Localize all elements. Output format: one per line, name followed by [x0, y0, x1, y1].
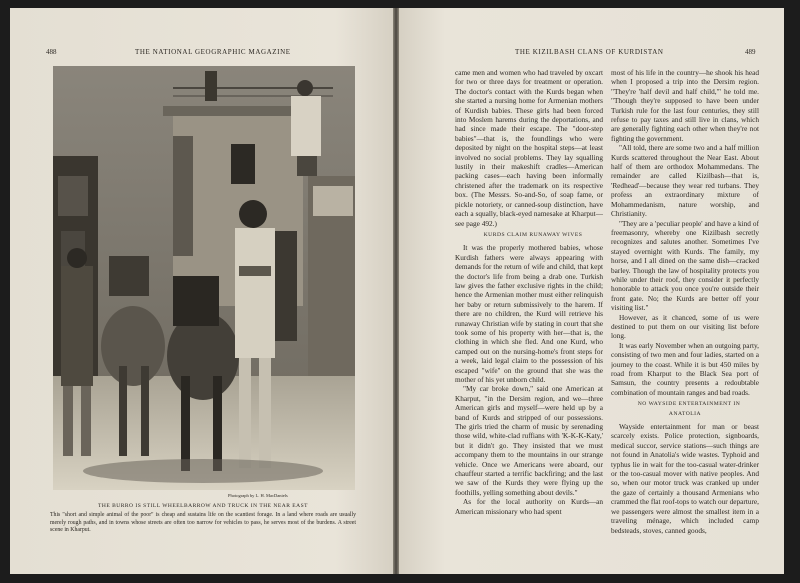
paragraph: It was early November when an outgoing party, consisting of two men and four ladies, started on a journey to the coast. While it is but 450 miles by road from Kharput to the Black Sea port of Samsun, the country presents a redoubtable combination of mountain ranges and bad roads.	[611, 340, 759, 397]
right-page	[399, 8, 784, 574]
page-number-right: 489	[745, 48, 756, 56]
paragraph: However, as it chanced, some of us were destined to put them on our visiting list before long.	[611, 312, 759, 341]
paragraph: Wayside entertainment for man or beast scarcely exists. Police protection, signboards, medical succor, service stations—such things are not found in Anatolia's wide wastes. Typhoid and typhus lie in wait for the too-casual water-drinker or the too-casual mover with native peoples. And so, when our motor truck was cranked up under the gaze of certainly a thousand Armenians who crammed the flat roof-tops to watch our departure, we passengers were almost the smallest item in a traveling ménage, which included camp bedsteads, stoves, canned goods,	[611, 422, 759, 535]
page-number-left: 488	[46, 48, 57, 56]
subhead-runaway-wives: KURDS CLAIM RUNAWAY WIVES	[483, 231, 583, 238]
left-page	[10, 8, 393, 574]
street-photo	[53, 66, 355, 490]
paragraph: most of his life in the country—he shook his head when I proposed a trip into the Dersim region. "They're 'half devil and half child,'" he told me. "Though they're supposed to have been under Turkish rule for the last four centuries, they still refuse to pay taxes and still live in clans, which are generally fighting each other when they're not fighting the government.	[611, 68, 759, 143]
caption-title: THE BURRO IS STILL WHEELBARROW AND TRUCK IN THE NEAR EAST	[98, 503, 308, 509]
running-head-left: THE NATIONAL GEOGRAPHIC MAGAZINE	[135, 48, 291, 56]
photo-credit: Photograph by L. H. MacDaniels	[228, 493, 288, 498]
subhead-line: NO WAYSIDE ENTERTAINMENT IN	[637, 401, 741, 408]
running-head-right: THE KIZILBASH CLANS OF KURDISTAN	[515, 48, 664, 56]
paragraph: As for the local authority on Kurds—an American missionary who had spent	[455, 497, 603, 516]
paragraph: came men and women who had traveled by oxcart for two or three days for treatment or operation. The doctor's contact with the Kurds began when she started a nursing home for Armenian mothers of Kurdish babies. These girls had been forced into Moslem harems during the deportations, and had since made their escape. The "door-step babies"—that is, the foundlings who were deposited by night on the hospital steps—at least involved no social problems. They lay squalling lustily in their makeshift cradles—American packing cases—each having been informally christened after the trademark on its respective box. (The Messrs. So-and-So, of soap fame, or pickle notoriety, or canned-soup distinction, have each a squally, black-eyed namesake at Kharput—see page 492.)	[455, 68, 603, 228]
paragraph: "All told, there are some two and a half million Kurds scattered throughout the Near East. About half of them are orthodox Mohammedans. The remainder are called Kizilbash—that is, 'Redhead'—because they wear red turbans. They profess an extraordinary mixture of Mohammedanism, nature worship, and Christianity.	[611, 143, 759, 219]
subhead-line: ANATOLIA	[668, 410, 702, 417]
text-column-2	[611, 68, 759, 568]
paragraph: "They are a 'peculiar people' and have a kind of freemasonry, whereby one Kizilbash secretly recognizes and salutes another. Sometimes I've stayed overnight with Kurds. The family, my horse, and I all dined on the same dish—cracked barley. Though the law of hospitality protects you while under their roof, they consider it perfectly honorable to attack you once you're outside their front gate. No; the Kurds are better off your visiting list."	[611, 218, 759, 313]
caption-body: This "short and simple animal of the poor" is cheap and sustains life on the scantiest forage. In a land where roads are usually merely rough paths, and in towns whose streets are often too narrow for vehicles to pass, he serves most of the burdens. A street scene in Kharput.	[50, 512, 356, 534]
text-column-1	[455, 68, 603, 568]
subhead-wayside	[611, 400, 759, 419]
paragraph: It was the properly mothered babies, whose Kurdish fathers were always appearing with demands for the return of wife and child, that kept the doctor's life from being a drab one. Turkish law gives the father exclusive rights in the child; hence the Armenian mother must either relinquish her baby or return submissively to the harem. If there are no children, the Kurd will retrieve his runaway Christian wife by stating in court that she took some of his property with her—that is, the clothing in which she fled. And one Kurd, who camped out on the nursing-home's front steps for a week, laid legal claim to the possession of his escaped "wife" on the ground that she was the mother of his yet unborn child.	[455, 243, 603, 384]
paragraph: "My car broke down," said one American at Kharput, "in the Dersim region, and we—three American girls and myself—were held up by a band of Kurds and stripped of our possessions. The girls tried the charm of music by serenading those wild, white-clad ruffians with 'K-K-K-Katy,' but it didn't go. They insisted that we must accompany them to the mountains in our strange vehicle. Once we Americans were aboard, our chauffeur started a terrific backfiring; and the last we saw of the Kurds they were flying up the foothills, yelling something about devils."	[455, 384, 603, 497]
